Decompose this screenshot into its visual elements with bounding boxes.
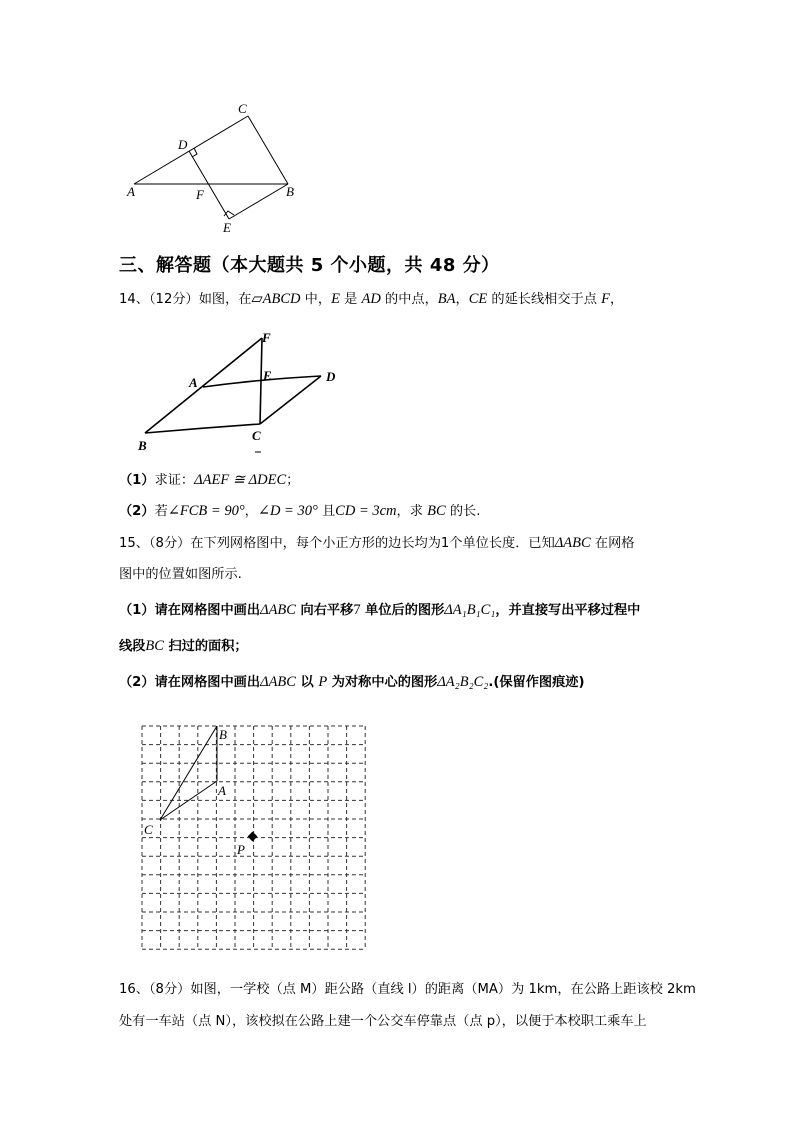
q16-line2: 处有一车站（点 N），该校拟在公路上建一个公交车停靠点（点 p），以便于本校职工乘车上 bbox=[119, 1014, 647, 1029]
line-BF bbox=[145, 338, 262, 433]
label-A: A bbox=[189, 375, 198, 390]
q15-part1-line2: 线段BC 扫过的面积； bbox=[119, 638, 248, 654]
right-angle-E bbox=[224, 211, 234, 216]
label-D: D bbox=[326, 369, 336, 384]
q16-line1: 16、（8分）如图，一学校（点 M）距公路（直线 l）的距离（MA）为 1km，在公路上距该校 2km bbox=[119, 982, 696, 997]
figure-1-svg bbox=[120, 96, 310, 236]
grid-label-A: A bbox=[218, 783, 226, 798]
grid-label-P: P bbox=[237, 842, 245, 857]
label-B: B bbox=[138, 438, 147, 453]
grid-figure bbox=[136, 720, 376, 960]
q14-statement: 14、（12分）如图，在▱ABCD 中，E 是 AD 的中点，BA，CE 的延长线相交于点 F， bbox=[119, 291, 624, 307]
label-B: B bbox=[286, 184, 294, 199]
grid-svg bbox=[136, 720, 376, 960]
q15-line1: 15、（8分）在下列网格图中，每个小正方形的边长均为1个单位长度．已知ΔABC 在网格 bbox=[119, 535, 635, 551]
label-E: E bbox=[223, 220, 231, 235]
line-CB bbox=[248, 116, 288, 184]
q15-part2: （2）请在网格图中画出ΔABC 以 P 为对称中心的图形ΔA₂B₂C₂.(保留作图痕迹) bbox=[119, 674, 585, 690]
figure-q14-svg bbox=[133, 328, 348, 460]
segment-BC bbox=[160, 726, 217, 820]
label-C: C bbox=[252, 428, 261, 443]
label-E: E bbox=[263, 368, 272, 383]
label-A: A bbox=[127, 184, 135, 199]
label-F: F bbox=[262, 330, 271, 345]
grid-label-C: C bbox=[144, 822, 153, 837]
figure-1 bbox=[120, 96, 310, 236]
q14-part2: （2）若∠FCB = 90°，∠D = 30° 且CD = 3cm，求 BC 的长. bbox=[119, 503, 481, 519]
label-F: F bbox=[196, 187, 204, 202]
line-EB bbox=[229, 184, 288, 219]
point-P-marker bbox=[248, 832, 258, 842]
line-DE bbox=[189, 151, 229, 219]
line-AC bbox=[134, 116, 248, 184]
line-DC bbox=[260, 376, 321, 424]
grid-label-B: B bbox=[219, 727, 227, 742]
label-C: C bbox=[238, 101, 247, 116]
line-BC bbox=[145, 424, 260, 433]
q15-part1: （1）请在网格图中画出ΔABC 向右平移7 单位后的图形ΔA₁B₁C₁，并直接写出平移过程中 bbox=[119, 602, 641, 618]
q15-line2: 图中的位置如图所示. bbox=[119, 567, 242, 582]
figure-q14 bbox=[133, 328, 348, 460]
label-D: D bbox=[178, 137, 188, 152]
line-AD bbox=[203, 376, 321, 387]
section-heading: 三、解答题（本大题共 5 个小题，共 48 分） bbox=[119, 255, 500, 276]
parallelogram-abcd: ▱ABCD bbox=[251, 291, 301, 307]
q14-part1: （1）求证：ΔAEF ≅ ΔDEC； bbox=[119, 472, 300, 488]
